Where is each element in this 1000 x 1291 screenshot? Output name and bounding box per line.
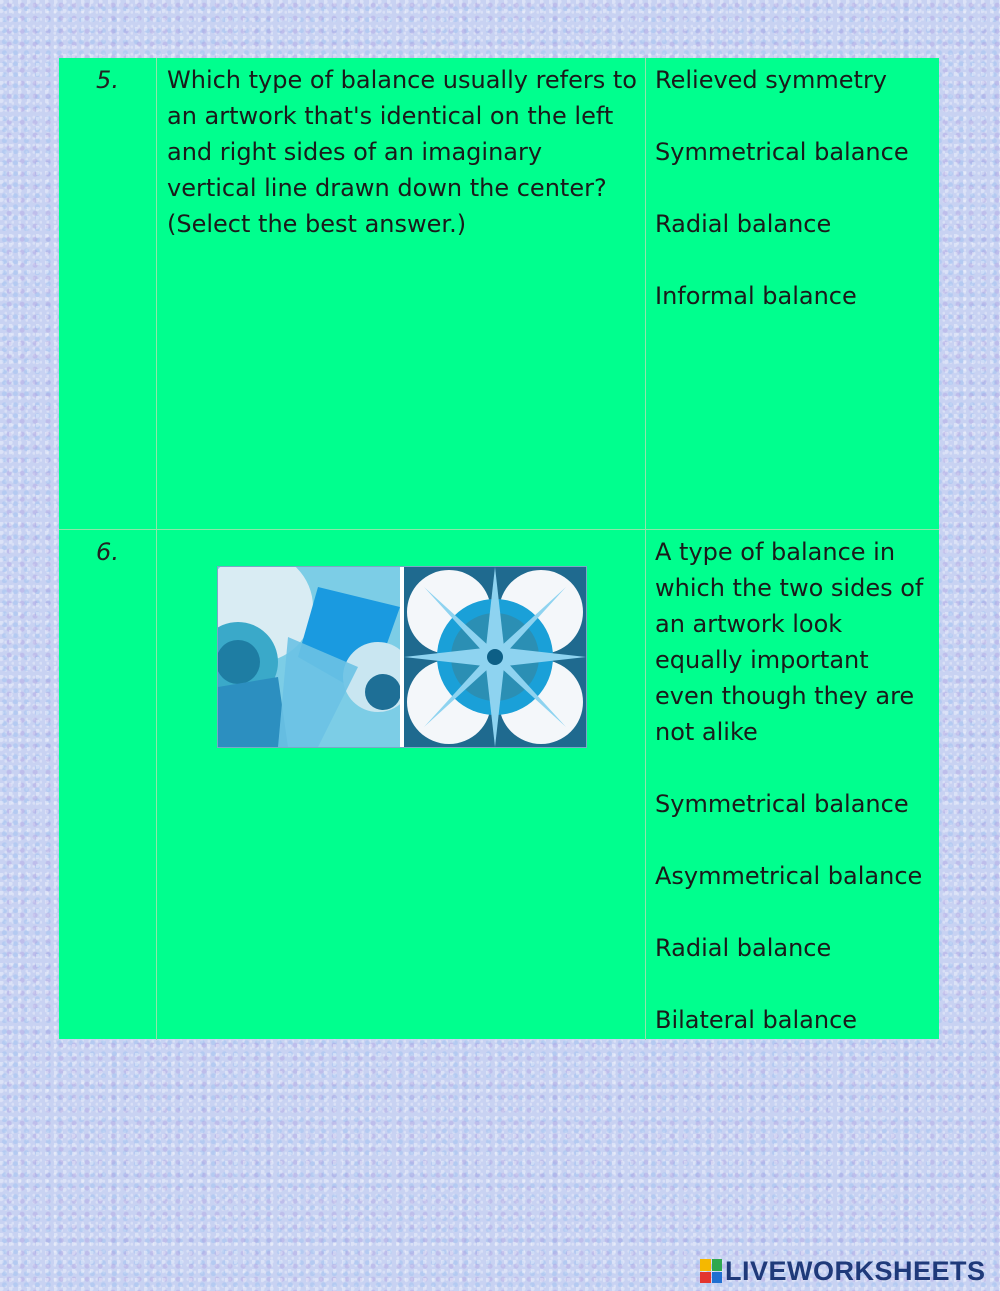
- answer-option[interactable]: Radial balance: [655, 210, 832, 238]
- logo-text: LIVEWORKSHEETS: [725, 1255, 986, 1286]
- answer-option[interactable]: Symmetrical balance: [655, 790, 909, 818]
- answer-options: [655, 534, 935, 1038]
- answer-option[interactable]: Informal balance: [655, 282, 857, 310]
- question-prompt: A type of balance in which the two sides of an artwork look equally important even though they are not alike: [655, 538, 924, 746]
- answer-option[interactable]: Asymmetrical balance: [655, 862, 923, 890]
- question-text: Which type of balance usually refers to an artwork that's identical on the left and right sides of an imaginary vertical line drawn down the center? (Select the best answer.): [167, 66, 637, 238]
- liveworksheets-logo[interactable]: [700, 1256, 986, 1286]
- logo-badge-icon: [700, 1259, 722, 1283]
- question-number: 6.: [96, 538, 119, 566]
- question-number: 5.: [96, 66, 119, 94]
- answer-options: [655, 62, 935, 350]
- question-row-5: [59, 58, 939, 529]
- answer-option[interactable]: Radial balance: [655, 934, 832, 962]
- answer-option[interactable]: Bilateral balance: [655, 1006, 858, 1034]
- answer-option[interactable]: Relieved symmetry: [655, 66, 888, 94]
- artwork-comparison-image: [217, 566, 587, 748]
- answer-option[interactable]: Symmetrical balance: [655, 138, 909, 166]
- worksheet-table: [59, 58, 939, 1039]
- question-row-6: [59, 529, 939, 1040]
